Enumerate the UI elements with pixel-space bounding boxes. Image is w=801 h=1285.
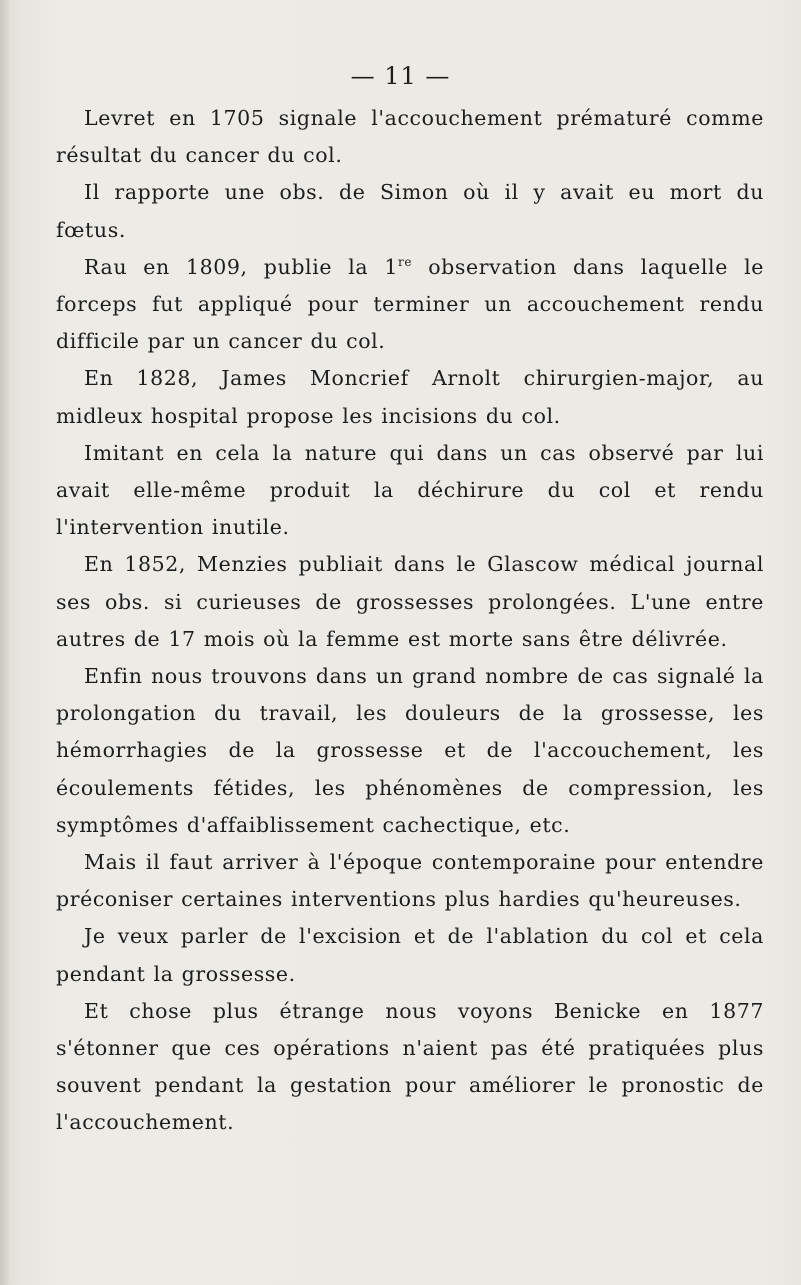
paragraph-imitant: Imitant en cela la nature qui dans un cas observé par lui avait elle-même produit la déchirure du col et rendu l'intervention inutile. <box>56 440 764 540</box>
paragraph-excision: Je veux parler de l'excision et de l'ablation du col et cela pendant la grossesse. <box>56 924 764 986</box>
paragraph-simon: Il rapporte une obs. de Simon où il y avait eu mort du fœtus. <box>56 180 764 242</box>
paragraph-moncrief: En 1828, James Moncrief Arnolt chirurgien-major, au midleux hospital propose les incisions du col. <box>56 366 764 428</box>
paragraph-levret: Levret en 1705 signale l'accouchement prématuré comme résultat du cancer du col. <box>56 106 764 168</box>
page-number: — 11 — <box>350 62 451 90</box>
paragraph-menzies: En 1852, Menzies publiait dans le Glascow médical journal ses obs. si curieuses de grossesses prolongées. L'une entre autres de 17 mois où la femme est morte sans être délivrée. <box>56 552 764 651</box>
body-text <box>56 100 764 1142</box>
paragraph-rau <box>56 249 764 361</box>
paragraph-rau-start: Rau en 1809, publie la 1 <box>84 254 399 279</box>
paragraph-epoque: Mais il faut arriver à l'époque contemporaine pour entendre préconiser certaines interventions plus hardies qu'heureuses. <box>56 850 764 912</box>
spine-shadow <box>0 0 10 1285</box>
ordinal-superscript: re <box>398 254 413 269</box>
paragraph-enfin: Enfin nous trouvons dans un grand nombre de cas signalé la prolongation du travail, les douleurs de la grossesse, les hémorrhagies de la grossesse et de l'accouchement, les écoulements fétides, les phénomènes de compression, les symptômes d'affaiblissement cachectique, etc. <box>56 664 764 837</box>
paragraph-rau-end: observation dans laquelle le forceps fut appliqué pour terminer un accouchement rendu difficile par un cancer du col. <box>56 254 764 354</box>
paragraph-benicke: Et chose plus étrange nous voyons Benicke en 1877 s'étonner que ces opérations n'aient pas été pratiquées plus souvent pendant la gestation pour améliorer le pronostic de l'accouchement. <box>56 998 764 1135</box>
